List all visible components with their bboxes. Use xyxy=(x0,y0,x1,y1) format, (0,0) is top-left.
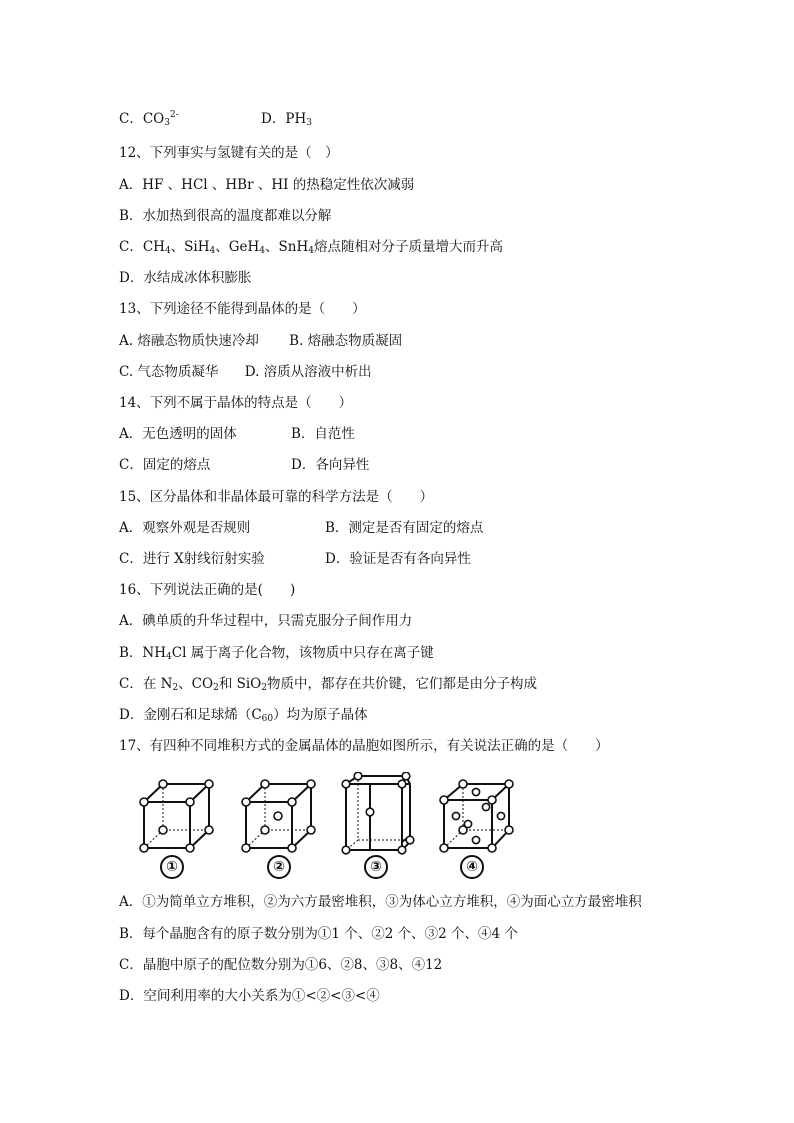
q16-option-b: B．$NH_4Cl$ 属于离子化合物，该物质中只存在离子键 xyxy=(119,645,434,662)
q15-option-d: D．验证是否有各向异性 xyxy=(325,551,471,567)
figure-label-4: ④ xyxy=(460,855,484,879)
q13-options-cd xyxy=(119,363,372,381)
q17-stem: 17、有四种不同堆积方式的金属晶体的晶胞如图所示，有关说法正确的是（ ） xyxy=(119,738,609,754)
figure-label-1: ① xyxy=(160,855,184,879)
q13-stem: 13、下列途径不能得到晶体的是（ ） xyxy=(119,301,366,317)
figure-label-3: ③ xyxy=(364,855,388,879)
unit-cell-4-face-centered xyxy=(436,772,516,856)
figure-label-2: ② xyxy=(267,855,291,879)
q12-option-c: C．$CH_4$、SiH$_4$、GeH$_4$、SnH$_4$熔点随相对分子质量增大而升高 xyxy=(119,239,503,256)
q13-options-ab xyxy=(119,332,402,350)
q13-option-d: D. 溶质从溶液中析出 xyxy=(244,364,372,380)
q14-option-d: D．各向异性 xyxy=(291,457,370,473)
unit-cell-3-prism xyxy=(340,772,420,856)
q14-stem: 14、下列不属于晶体的特点是（ ） xyxy=(119,395,353,411)
q15-option-b: B．测定是否有固定的熔点 xyxy=(325,520,484,536)
q15-stem: 15、区分晶体和非晶体最可靠的科学方法是（ ） xyxy=(119,489,434,505)
q12-option-a: A．HF 、HCl 、HBr 、HI 的热稳定性依次减弱 xyxy=(119,177,415,193)
q15-option-c: C．进行 X射线衍射实验 xyxy=(119,551,265,567)
q16-option-a: A．碘单质的升华过程中，只需克服分子间作用力 xyxy=(119,613,413,629)
q17-option-d: D．空间利用率的大小关系为①<②<③<④ xyxy=(119,988,380,1004)
q12-option-b: B．水加热到很高的温度都难以分解 xyxy=(119,208,332,224)
q14-option-a: A．无色透明的固体 xyxy=(119,426,237,442)
q17-option-c: C．晶胞中原子的配位数分别为①6、②8、③8、④12 xyxy=(119,957,443,973)
q14-option-c: C．固定的熔点 xyxy=(119,457,211,473)
q11-options-row xyxy=(119,110,312,128)
q16-stem: 16、下列说法正确的是( ) xyxy=(119,582,296,598)
crystal-cells-figure xyxy=(130,772,520,884)
q13-option-c: C. 气态物质凝华 xyxy=(119,364,219,380)
q14-option-b: B．自范性 xyxy=(291,426,355,442)
q13-option-a: A. 熔融态物质快速冷却 xyxy=(119,333,259,349)
q14-options-ab xyxy=(119,425,355,443)
unit-cell-2-body-centered xyxy=(238,772,318,856)
q11-option-d: D．$PH_3$ xyxy=(261,111,312,128)
unit-cell-1-simple-cubic xyxy=(136,772,216,856)
q17-option-a: A．①为简单立方堆积，②为六方最密堆积，③为体心立方堆积，④为面心立方最密堆积 xyxy=(119,894,642,910)
q11-option-c: C．$CO_3^{2-}$ xyxy=(119,110,179,128)
q13-option-b: B. 熔融态物质凝固 xyxy=(289,333,403,349)
q12-option-d: D．水结成冰体积膨胀 xyxy=(119,270,252,286)
q14-options-cd xyxy=(119,456,369,474)
q16-option-c: C．在 $N_2$、$CO_2$和 SiO$_2$物质中，都存在共价键，它们都是由分子构成 xyxy=(119,676,537,693)
q15-options-ab xyxy=(119,519,483,537)
q15-options-cd xyxy=(119,550,471,568)
q15-option-a: A．观察外观是否规则 xyxy=(119,520,251,536)
q12-stem: 12、下列事实与氢键有关的是（ ） xyxy=(119,145,339,161)
q17-option-b: B．每个晶胞含有的原子数分别为①1 个、②2 个、③2 个、④4 个 xyxy=(119,926,518,942)
q16-option-d: D．金刚石和足球烯$(C_{60})$均为原子晶体 xyxy=(119,707,368,724)
